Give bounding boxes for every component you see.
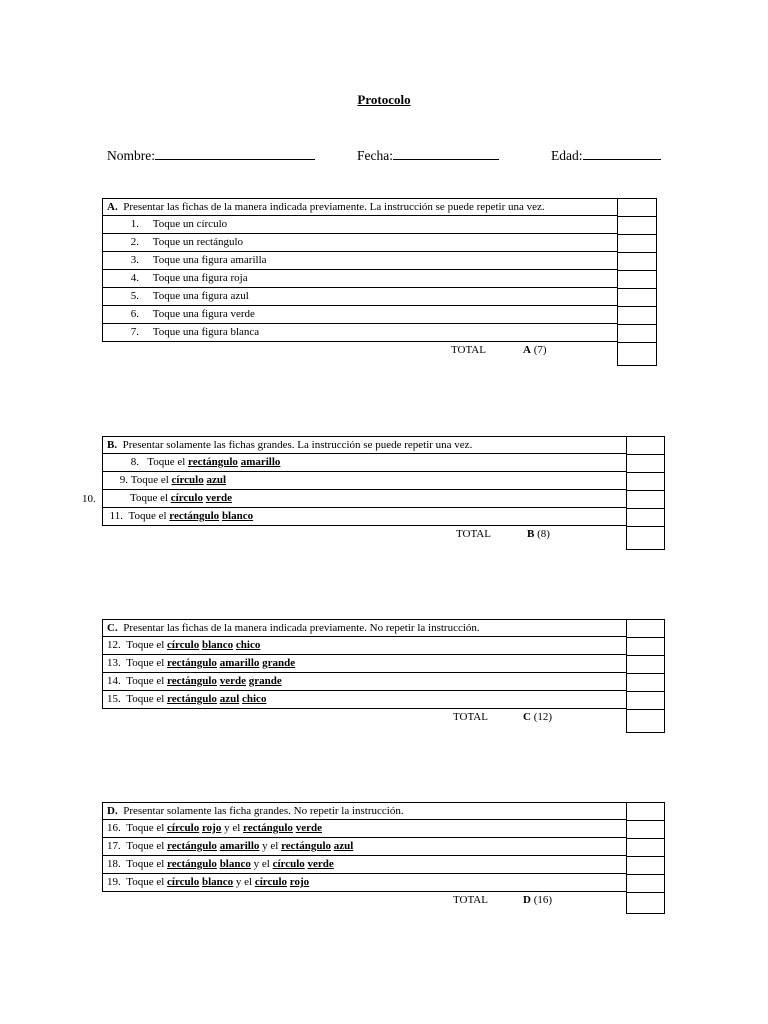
nombre-line[interactable]: [155, 146, 315, 160]
table-row: [102, 874, 627, 892]
total-letter: B: [527, 528, 535, 540]
section-c: [102, 619, 665, 727]
keyword-color: rojo: [289, 876, 310, 888]
score-cell[interactable]: [627, 875, 664, 893]
keyword-shape: rectángulo: [167, 657, 217, 669]
score-cell[interactable]: [627, 839, 664, 857]
table-row: [102, 490, 627, 508]
item-number: 15.: [107, 693, 121, 705]
score-total-cell[interactable]: [618, 343, 656, 361]
item-number: 16.: [107, 822, 121, 834]
score-cell[interactable]: [627, 821, 664, 839]
score-cell[interactable]: [627, 437, 664, 455]
section-d-total: [102, 892, 627, 910]
table-row: [102, 691, 627, 709]
keyword-size: grande: [248, 675, 282, 687]
section-d-score-column[interactable]: [626, 802, 665, 914]
item-text: Toque el: [126, 822, 165, 834]
keyword-color: azul: [206, 474, 227, 486]
section-a-label: A.: [107, 201, 118, 213]
section-b-total: [102, 526, 627, 544]
table-row: [102, 270, 618, 288]
section-a-total: [102, 342, 618, 360]
score-cell[interactable]: [627, 638, 664, 656]
nombre-field[interactable]: [107, 146, 315, 164]
table-row: [102, 673, 627, 691]
keyword-color: verde: [219, 675, 246, 687]
table-row: [102, 508, 627, 526]
keyword-shape: círculo: [272, 858, 305, 870]
total-letter: C: [523, 711, 531, 723]
item-text: Toque el: [126, 639, 165, 651]
fecha-field[interactable]: [357, 146, 499, 164]
edad-line[interactable]: [583, 146, 661, 160]
item-text: Toque el: [130, 492, 169, 504]
item-number: 12.: [107, 639, 121, 651]
table-row: [102, 216, 618, 234]
fecha-label: Fecha:: [357, 148, 393, 163]
score-cell[interactable]: [627, 692, 664, 710]
keyword-color: verde: [295, 822, 322, 834]
item-text: Toque una figura blanca: [152, 326, 260, 338]
item-number: 5.: [130, 290, 139, 302]
keyword-color: blanco: [201, 876, 234, 888]
item-connector: y el: [235, 876, 253, 888]
section-a-score-column[interactable]: [617, 198, 657, 366]
table-row: [102, 820, 627, 838]
item-number: 1.: [130, 218, 139, 230]
total-label: TOTAL: [453, 711, 488, 723]
total-max: (16): [533, 894, 553, 906]
keyword-shape: rectángulo: [167, 693, 217, 705]
item-connector: y el: [253, 858, 270, 870]
section-d-label: D.: [107, 805, 118, 817]
score-total-cell[interactable]: [627, 527, 664, 545]
keyword-color: verde: [307, 858, 334, 870]
item-number: 6.: [130, 308, 139, 320]
item-text: Toque una figura roja: [152, 272, 248, 284]
section-d-header-row: [102, 802, 627, 820]
total-max: (7): [533, 344, 547, 356]
keyword-shape: círculo: [167, 639, 200, 651]
table-row: [102, 472, 627, 490]
keyword-size: chico: [235, 639, 261, 651]
section-c-score-column[interactable]: [626, 619, 665, 733]
keyword-shape: círculo: [167, 876, 200, 888]
keyword-size: grande: [262, 657, 296, 669]
score-cell[interactable]: [618, 325, 656, 343]
table-row: [102, 838, 627, 856]
item-number: 13.: [107, 657, 121, 669]
keyword-shape: rectángulo: [188, 456, 238, 468]
score-cell[interactable]: [618, 289, 656, 307]
score-cell[interactable]: [618, 271, 656, 289]
total-label: TOTAL: [453, 894, 488, 906]
edad-field[interactable]: [551, 146, 661, 164]
item-text: Toque el: [130, 474, 169, 486]
item-number: 18.: [107, 858, 121, 870]
section-a-header-row: [102, 198, 618, 216]
item-number: 9.: [119, 474, 128, 486]
item-connector: y el: [224, 822, 241, 834]
score-cell[interactable]: [627, 509, 664, 527]
section-b: [102, 436, 665, 544]
item-text: Toque un círculo: [152, 218, 228, 230]
total-letter: D: [523, 894, 531, 906]
keyword-color: azul: [333, 840, 354, 852]
score-cell[interactable]: [627, 473, 664, 491]
section-b-instruction: Presentar solamente las fichas grandes. La instrucción se puede repetir una vez.: [122, 439, 473, 451]
table-row: [102, 655, 627, 673]
total-label: TOTAL: [456, 528, 491, 540]
item-number-outside: 10.: [82, 493, 96, 505]
section-c-instruction: Presentar las fichas de la manera indicada previamente. No repetir la instrucción.: [123, 622, 480, 634]
score-cell[interactable]: [618, 253, 656, 271]
item-text: Toque el: [126, 657, 165, 669]
score-total-cell[interactable]: [627, 710, 664, 728]
item-text: Toque el: [126, 876, 165, 888]
item-number: 2.: [130, 236, 139, 248]
table-row: [102, 252, 618, 270]
score-cell[interactable]: [627, 491, 664, 509]
item-text: Toque el: [126, 693, 165, 705]
score-cell[interactable]: [618, 235, 656, 253]
keyword-size: chico: [242, 693, 267, 705]
page-title: Protocolo: [357, 92, 411, 107]
table-row: [102, 234, 618, 252]
keyword-shape: círculo: [171, 474, 204, 486]
item-number: 19.: [107, 876, 121, 888]
table-row: [102, 288, 618, 306]
item-text: Toque el: [147, 456, 186, 468]
keyword-color: azul: [219, 693, 240, 705]
item-connector: y el: [262, 840, 279, 852]
total-max: (12): [533, 711, 553, 723]
section-a-instruction: Presentar las fichas de la manera indicada previamente. La instrucción se puede repetir una vez.: [123, 201, 545, 213]
section-c-label: C.: [107, 622, 118, 634]
keyword-color: blanco: [221, 510, 254, 522]
item-text: Toque una figura amarilla: [152, 254, 267, 266]
item-text: Toque una figura azul: [152, 290, 249, 302]
score-cell[interactable]: [627, 620, 664, 638]
keyword-shape: círculo: [167, 822, 200, 834]
keyword-shape: rectángulo: [167, 858, 217, 870]
keyword-shape: círculo: [170, 492, 203, 504]
keyword-shape: rectángulo: [281, 840, 332, 852]
total-max: (8): [537, 528, 550, 540]
keyword-color: amarillo: [219, 657, 260, 669]
keyword-shape: rectángulo: [169, 510, 220, 522]
section-c-header-row: [102, 619, 627, 637]
edad-label: Edad:: [551, 148, 583, 163]
fecha-line[interactable]: [393, 146, 499, 160]
keyword-color: rojo: [201, 822, 222, 834]
keyword-shape: círculo: [254, 876, 288, 888]
item-number: 17.: [107, 840, 121, 852]
total-label: TOTAL: [451, 344, 486, 356]
section-c-total: [102, 709, 627, 727]
section-b-score-column[interactable]: [626, 436, 665, 550]
item-number: 8.: [130, 456, 139, 468]
table-row: [102, 306, 618, 324]
section-b-label: B.: [107, 439, 118, 451]
keyword-shape: rectángulo: [167, 840, 217, 852]
section-a: [102, 198, 657, 360]
section-d: [102, 802, 665, 910]
score-cell[interactable]: [618, 307, 656, 325]
score-cell[interactable]: [627, 455, 664, 473]
score-cell[interactable]: [627, 656, 664, 674]
item-number: 14.: [107, 675, 121, 687]
score-cell[interactable]: [618, 217, 656, 235]
total-letter: A: [523, 344, 531, 356]
section-b-header-row: [102, 436, 627, 454]
item-text: Toque el: [126, 675, 165, 687]
keyword-shape: rectángulo: [167, 675, 217, 687]
score-total-cell[interactable]: [627, 893, 664, 911]
table-row: [102, 637, 627, 655]
nombre-label: Nombre:: [107, 148, 155, 163]
table-row: [102, 856, 627, 874]
item-text: Toque el: [126, 840, 165, 852]
score-cell[interactable]: [627, 857, 664, 875]
keyword-color: blanco: [201, 639, 234, 651]
section-d-instruction: Presentar solamente las ficha grandes. No repetir la instrucción.: [123, 805, 404, 817]
item-number: 3.: [130, 254, 139, 266]
item-number: 4.: [130, 272, 139, 284]
keyword-color: amarillo: [240, 456, 281, 468]
score-cell[interactable]: [627, 674, 664, 692]
item-text: Toque un rectángulo: [152, 236, 244, 248]
keyword-color: amarillo: [219, 840, 260, 852]
score-cell[interactable]: [627, 803, 664, 821]
item-number: 11.: [109, 510, 123, 522]
item-number: 7.: [130, 326, 139, 338]
keyword-color: verde: [205, 492, 232, 504]
table-row: [102, 324, 618, 342]
score-cell[interactable]: [618, 199, 656, 217]
item-text: Toque una figura verde: [152, 308, 255, 320]
keyword-shape: rectángulo: [243, 822, 293, 834]
keyword-color: blanco: [219, 858, 251, 870]
item-text: Toque el: [126, 858, 165, 870]
table-row: [102, 454, 627, 472]
item-text: Toque el: [128, 510, 167, 522]
